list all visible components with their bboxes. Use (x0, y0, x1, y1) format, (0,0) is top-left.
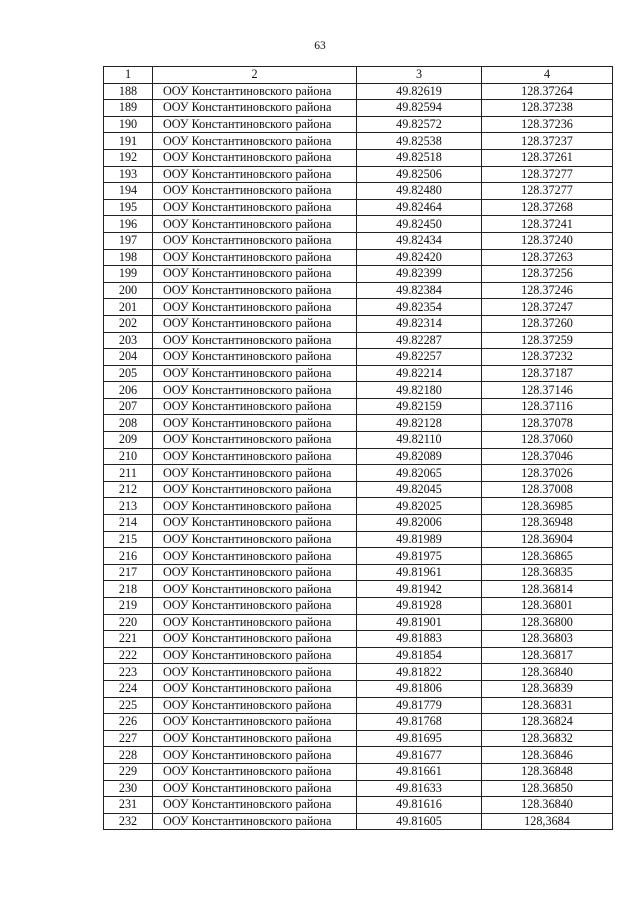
table-row (104, 249, 613, 266)
object-name: ООУ Константиновского района (153, 365, 357, 382)
row-number: 197 (104, 232, 153, 249)
longitude-value: 128.36948 (482, 515, 613, 532)
latitude-value: 49.82159 (357, 398, 482, 415)
table-row (104, 382, 613, 399)
table-row (104, 432, 613, 449)
table-row (104, 365, 613, 382)
latitude-value: 49.82045 (357, 481, 482, 498)
row-number: 189 (104, 100, 153, 117)
latitude-value: 49.81854 (357, 647, 482, 664)
table-row (104, 299, 613, 316)
longitude-value: 128.37256 (482, 266, 613, 283)
object-name: ООУ Константиновского района (153, 398, 357, 415)
longitude-value: 128.36835 (482, 564, 613, 581)
latitude-value: 49.81695 (357, 730, 482, 747)
latitude-value: 49.81779 (357, 697, 482, 714)
table-row (104, 515, 613, 532)
row-number: 229 (104, 763, 153, 780)
row-number: 223 (104, 664, 153, 681)
table-row (104, 166, 613, 183)
table-row (104, 598, 613, 615)
object-name: ООУ Константиновского района (153, 149, 357, 166)
latitude-value: 49.82506 (357, 166, 482, 183)
latitude-value: 49.81605 (357, 813, 482, 830)
latitude-value: 49.82399 (357, 266, 482, 283)
longitude-value: 128.37026 (482, 465, 613, 482)
row-number: 203 (104, 332, 153, 349)
latitude-value: 49.82065 (357, 465, 482, 482)
latitude-value: 49.81806 (357, 680, 482, 697)
latitude-value: 49.82464 (357, 199, 482, 216)
object-name: ООУ Константиновского района (153, 282, 357, 299)
row-number: 191 (104, 133, 153, 150)
longitude-value: 128.36846 (482, 747, 613, 764)
latitude-value: 49.82480 (357, 183, 482, 200)
longitude-value: 128.36865 (482, 548, 613, 565)
row-number: 205 (104, 365, 153, 382)
row-number: 206 (104, 382, 153, 399)
table-row (104, 614, 613, 631)
longitude-value: 128.36801 (482, 598, 613, 615)
object-name: ООУ Константиновского района (153, 564, 357, 581)
longitude-value: 128.36832 (482, 730, 613, 747)
row-number: 198 (104, 249, 153, 266)
table-row (104, 282, 613, 299)
table-row (104, 349, 613, 366)
table-row (104, 83, 613, 100)
longitude-value: 128.37263 (482, 249, 613, 266)
latitude-value: 49.81942 (357, 581, 482, 598)
object-name: ООУ Константиновского района (153, 133, 357, 150)
row-number: 222 (104, 647, 153, 664)
object-name: ООУ Константиновского района (153, 614, 357, 631)
longitude-value: 128.36814 (482, 581, 613, 598)
longitude-value: 128.36848 (482, 763, 613, 780)
row-number: 196 (104, 216, 153, 233)
object-name: ООУ Константиновского района (153, 382, 357, 399)
longitude-value: 128.36840 (482, 797, 613, 814)
object-name: ООУ Константиновского района (153, 232, 357, 249)
table-row (104, 481, 613, 498)
longitude-value: 128.36824 (482, 714, 613, 731)
object-name: ООУ Константиновского района (153, 166, 357, 183)
table-row (104, 498, 613, 515)
latitude-value: 49.82214 (357, 365, 482, 382)
latitude-value: 49.82314 (357, 315, 482, 332)
longitude-value: 128.36904 (482, 531, 613, 548)
row-number: 221 (104, 631, 153, 648)
table-row (104, 315, 613, 332)
row-number: 217 (104, 564, 153, 581)
latitude-value: 49.81677 (357, 747, 482, 764)
table-row (104, 183, 613, 200)
object-name: ООУ Константиновского района (153, 448, 357, 465)
longitude-value: 128.37277 (482, 183, 613, 200)
latitude-value: 49.81975 (357, 548, 482, 565)
longitude-value: 128,3684 (482, 813, 613, 830)
longitude-value: 128.37187 (482, 365, 613, 382)
latitude-value: 49.82354 (357, 299, 482, 316)
latitude-value: 49.82110 (357, 432, 482, 449)
row-number: 202 (104, 315, 153, 332)
object-name: ООУ Константиновского района (153, 216, 357, 233)
object-name: ООУ Константиновского района (153, 813, 357, 830)
object-name: ООУ Константиновского района (153, 548, 357, 565)
table-row (104, 232, 613, 249)
table-row (104, 199, 613, 216)
object-name: ООУ Константиновского района (153, 249, 357, 266)
object-name: ООУ Константиновского района (153, 100, 357, 117)
table-row (104, 813, 613, 830)
table-row (104, 680, 613, 697)
row-number: 231 (104, 797, 153, 814)
object-name: ООУ Константиновского района (153, 680, 357, 697)
row-number: 211 (104, 465, 153, 482)
longitude-value: 128.37060 (482, 432, 613, 449)
object-name: ООУ Константиновского района (153, 83, 357, 100)
longitude-value: 128.37078 (482, 415, 613, 432)
longitude-value: 128.37232 (482, 349, 613, 366)
row-number: 204 (104, 349, 153, 366)
latitude-value: 49.81989 (357, 531, 482, 548)
latitude-value: 49.82384 (357, 282, 482, 299)
object-name: ООУ Константиновского района (153, 415, 357, 432)
table-row (104, 664, 613, 681)
object-name: ООУ Константиновского района (153, 581, 357, 598)
longitude-value: 128.37046 (482, 448, 613, 465)
latitude-value: 49.81768 (357, 714, 482, 731)
latitude-value: 49.81822 (357, 664, 482, 681)
object-name: ООУ Константиновского района (153, 332, 357, 349)
row-number: 224 (104, 680, 153, 697)
row-number: 210 (104, 448, 153, 465)
object-name: ООУ Константиновского района (153, 116, 357, 133)
table-row (104, 631, 613, 648)
row-number: 216 (104, 548, 153, 565)
longitude-value: 128.36985 (482, 498, 613, 515)
latitude-value: 49.82420 (357, 249, 482, 266)
longitude-value: 128.37008 (482, 481, 613, 498)
column-header-4: 4 (482, 67, 613, 84)
row-number: 188 (104, 83, 153, 100)
object-name: ООУ Константиновского района (153, 315, 357, 332)
latitude-value: 49.82257 (357, 349, 482, 366)
row-number: 227 (104, 730, 153, 747)
object-name: ООУ Константиновского района (153, 531, 357, 548)
latitude-value: 49.82128 (357, 415, 482, 432)
latitude-value: 49.82538 (357, 133, 482, 150)
latitude-value: 49.81661 (357, 763, 482, 780)
table-row (104, 564, 613, 581)
column-header-3: 3 (357, 67, 482, 84)
table-row (104, 747, 613, 764)
longitude-value: 128.37264 (482, 83, 613, 100)
column-header-1: 1 (104, 67, 153, 84)
row-number: 190 (104, 116, 153, 133)
table-row (104, 763, 613, 780)
latitude-value: 49.82025 (357, 498, 482, 515)
row-number: 226 (104, 714, 153, 731)
object-name: ООУ Константиновского района (153, 730, 357, 747)
latitude-value: 49.82434 (357, 232, 482, 249)
longitude-value: 128.37238 (482, 100, 613, 117)
row-number: 193 (104, 166, 153, 183)
row-number: 215 (104, 531, 153, 548)
row-number: 228 (104, 747, 153, 764)
row-number: 192 (104, 149, 153, 166)
object-name: ООУ Константиновского района (153, 714, 357, 731)
row-number: 220 (104, 614, 153, 631)
latitude-value: 49.82450 (357, 216, 482, 233)
object-name: ООУ Константиновского района (153, 780, 357, 797)
latitude-value: 49.81961 (357, 564, 482, 581)
row-number: 194 (104, 183, 153, 200)
latitude-value: 49.81633 (357, 780, 482, 797)
row-number: 212 (104, 481, 153, 498)
object-name: ООУ Константиновского района (153, 598, 357, 615)
longitude-value: 128.36803 (482, 631, 613, 648)
coordinates-table (103, 66, 613, 830)
latitude-value: 49.82518 (357, 149, 482, 166)
object-name: ООУ Константиновского района (153, 631, 357, 648)
longitude-value: 128.37241 (482, 216, 613, 233)
longitude-value: 128.37260 (482, 315, 613, 332)
longitude-value: 128.37116 (482, 398, 613, 415)
longitude-value: 128.37240 (482, 232, 613, 249)
longitude-value: 128.37277 (482, 166, 613, 183)
table-row (104, 465, 613, 482)
row-number: 207 (104, 398, 153, 415)
object-name: ООУ Константиновского района (153, 697, 357, 714)
longitude-value: 128.37146 (482, 382, 613, 399)
row-number: 213 (104, 498, 153, 515)
table-row (104, 548, 613, 565)
row-number: 232 (104, 813, 153, 830)
table-row (104, 581, 613, 598)
object-name: ООУ Константиновского района (153, 266, 357, 283)
latitude-value: 49.82180 (357, 382, 482, 399)
table-row (104, 697, 613, 714)
longitude-value: 128.37237 (482, 133, 613, 150)
object-name: ООУ Константиновского района (153, 432, 357, 449)
latitude-value: 49.82287 (357, 332, 482, 349)
column-header-2: 2 (153, 67, 357, 84)
longitude-value: 128.36850 (482, 780, 613, 797)
longitude-value: 128.36831 (482, 697, 613, 714)
page-number: 63 (314, 40, 326, 52)
table-header-row (104, 67, 613, 84)
row-number: 201 (104, 299, 153, 316)
longitude-value: 128.36840 (482, 664, 613, 681)
longitude-value: 128.36800 (482, 614, 613, 631)
row-number: 218 (104, 581, 153, 598)
table-row (104, 797, 613, 814)
table-row (104, 531, 613, 548)
table-row (104, 133, 613, 150)
row-number: 209 (104, 432, 153, 449)
object-name: ООУ Константиновского района (153, 763, 357, 780)
row-number: 195 (104, 199, 153, 216)
longitude-value: 128.37268 (482, 199, 613, 216)
table-row (104, 116, 613, 133)
object-name: ООУ Константиновского района (153, 183, 357, 200)
latitude-value: 49.82006 (357, 515, 482, 532)
table-row (104, 149, 613, 166)
row-number: 225 (104, 697, 153, 714)
longitude-value: 128.37246 (482, 282, 613, 299)
table-row (104, 780, 613, 797)
latitude-value: 49.82619 (357, 83, 482, 100)
object-name: ООУ Константиновского района (153, 515, 357, 532)
longitude-value: 128.37236 (482, 116, 613, 133)
latitude-value: 49.81901 (357, 614, 482, 631)
object-name: ООУ Константиновского района (153, 349, 357, 366)
table-row (104, 730, 613, 747)
table-row (104, 216, 613, 233)
longitude-value: 128.37247 (482, 299, 613, 316)
table-row (104, 714, 613, 731)
object-name: ООУ Константиновского района (153, 747, 357, 764)
table-body (104, 83, 613, 830)
object-name: ООУ Константиновского района (153, 299, 357, 316)
longitude-value: 128.36817 (482, 647, 613, 664)
table-row (104, 448, 613, 465)
table-row (104, 332, 613, 349)
object-name: ООУ Константиновского района (153, 465, 357, 482)
object-name: ООУ Константиновского района (153, 664, 357, 681)
row-number: 199 (104, 266, 153, 283)
row-number: 219 (104, 598, 153, 615)
object-name: ООУ Константиновского района (153, 481, 357, 498)
object-name: ООУ Константиновского района (153, 647, 357, 664)
longitude-value: 128.36839 (482, 680, 613, 697)
object-name: ООУ Константиновского района (153, 199, 357, 216)
row-number: 214 (104, 515, 153, 532)
latitude-value: 49.81616 (357, 797, 482, 814)
table-row (104, 415, 613, 432)
latitude-value: 49.82572 (357, 116, 482, 133)
table-row (104, 647, 613, 664)
row-number: 230 (104, 780, 153, 797)
latitude-value: 49.81883 (357, 631, 482, 648)
longitude-value: 128.37261 (482, 149, 613, 166)
longitude-value: 128.37259 (482, 332, 613, 349)
object-name: ООУ Константиновского района (153, 498, 357, 515)
latitude-value: 49.82594 (357, 100, 482, 117)
object-name: ООУ Константиновского района (153, 797, 357, 814)
table-row (104, 266, 613, 283)
table-row (104, 398, 613, 415)
row-number: 208 (104, 415, 153, 432)
table-row (104, 100, 613, 117)
latitude-value: 49.81928 (357, 598, 482, 615)
row-number: 200 (104, 282, 153, 299)
latitude-value: 49.82089 (357, 448, 482, 465)
